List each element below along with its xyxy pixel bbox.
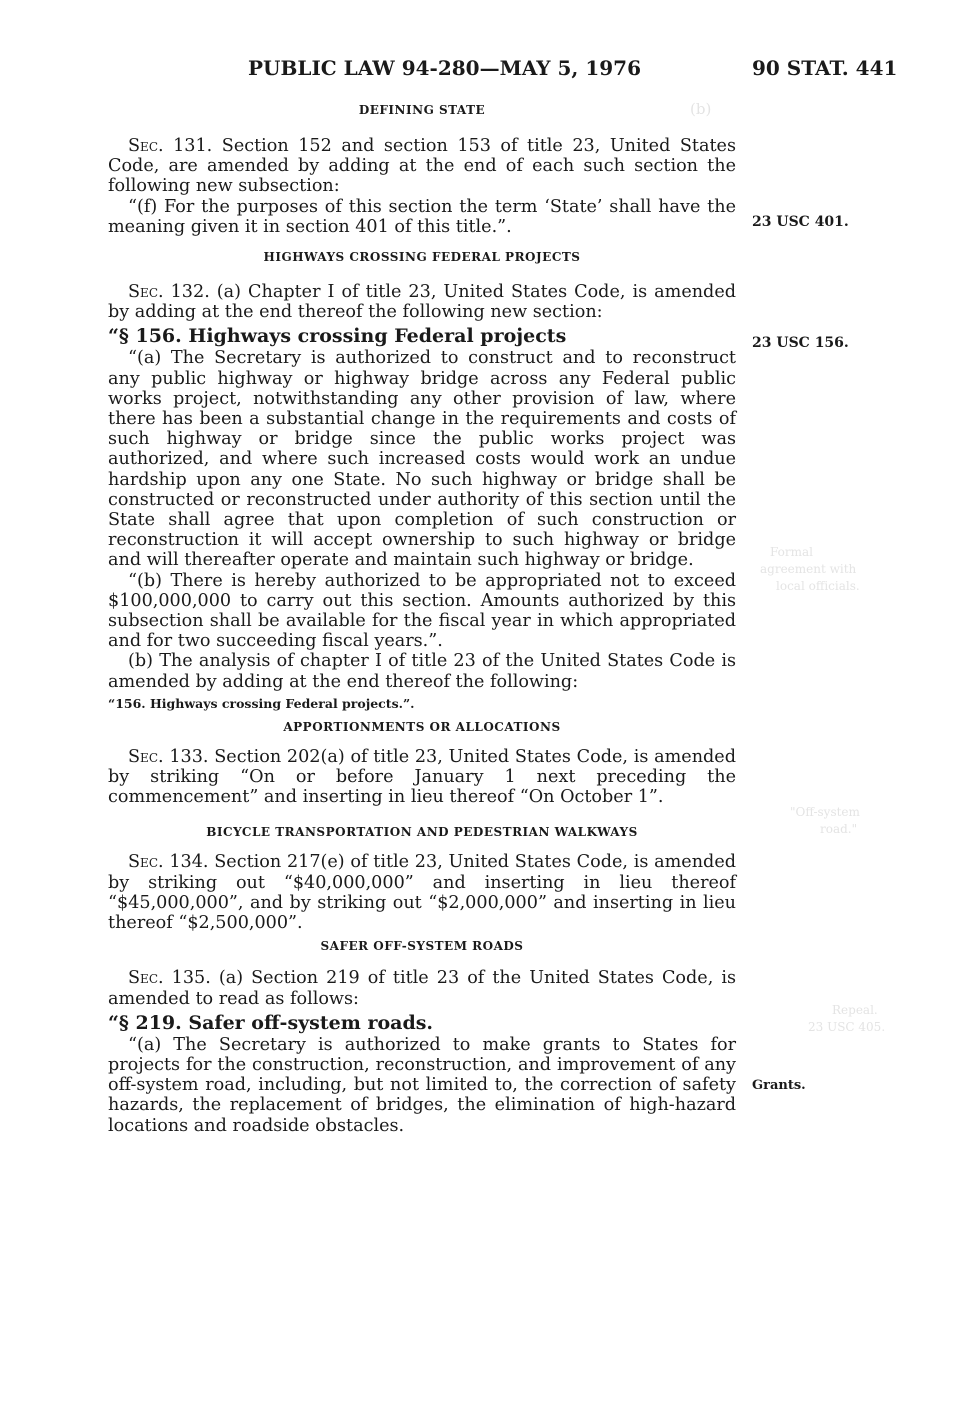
section-132-paragraph [108,282,736,322]
sec-label: Sec [128,136,158,156]
margin-citation-usc401: 23 USC 401. [752,214,849,230]
section-134-paragraph [108,852,736,933]
section-135-paragraph [108,968,736,1008]
section-131-subsection-f: “(f) For the purposes of this section the term ‘State’ shall have the meaning given it in section 401 of this title.”. [108,196,736,237]
section-132-subsection-b: (b) The analysis of chapter I of title 23 of the United States Code is amended by adding at the end thereof the following: [108,651,736,692]
section-133-text: . 133. Section 202(a) of title 23, United States Code, is amended by striking “On or before January 1 next preceding the commencement” and inserting in lieu thereof “On October 1”. [108,746,736,808]
margin-note-grants: Grants. [752,1078,806,1093]
document-page: (b) Formal agreement with local officials. "Off-system road." Repeal. 23 USC 405. PUBLIC LAW 94-280—MAY 5, 1976 90 STAT. 441 23 USC 401. 23 USC 156. Grants. DEFINING STATE Sec. 131. Section 152 and section 153 of title 23, United States Code, are amended by adding at the end of each such section the following new subsection: “(f) For the purposes of this section the term ‘State’ shall have the meaning given it in section 401 of this title.”. HIGHWAYS CROSSING FEDERAL PROJECTS Sec. 132. (a) Chapter I of title 23, United States Code, is amended by adding at the end thereof the following new section: “§ 156. Highways crossing Federal projects “(a) The Secretary is authorized to construct and to reconstruct any public highway or highway bridge across any Federal public works project, notwithstanding any other provision of law, where there has been a substantial change in the requirements and costs of such highway or bridge since the public works project was authorized, and where such increased costs would work an undue hardship upon any one State. No such highway or bridge shall be constructed or reconstructed under authority of this section until the State shall agree that upon completion of such construction or reconstruction it will accept ownership to such highway or bridge and will thereafter operate and maintain such highway or bridge. “(b) There is hereby authorized to be appropriated not to exceed $100,000,000 to carry out this section. Amounts authorized by this subsection shall be available for the fiscal year in which appropriated and for two succeeding fiscal years.”. (b) The analysis of chapter I of title 23 of the United States Code is amended by adding at the end thereof the following: “156. Highways crossing Federal projects.”. APPORTIONMENTS OR ALLOCATIONS Sec. 133. Section 202(a) of title 23, United States Code, is amended by striking “On or before January 1 next preceding the commencement” and inserting in lieu thereof “On October 1”. BICYCLE TRANSPORTATION AND PEDESTRIAN WALKWAYS Sec. 134. Section 217(e) of title 23, United States Code, is amended by striking out “$40,000,000” and inserting in lieu thereof “$45,000,000”, and by striking out “$2,000,000” and inserting in lieu thereof “$2,500,000”. SAFER OFF-SYSTEM ROADS Sec. 135. (a) Section 219 of title 23 of the United States Code, is amended to read as follows: “§ 219. Safer off-system roads. “(a) The Secretary is authorized to make grants to States for projects for the construction, reconstruction, and improvement of any off-system road, including, but not limited to, the correction of safety hazards, the replacement of bridges, the elimination of high-hazard locations and roadside obstacles. [108,56,898,1136]
section-156-title: “§ 156. Highways crossing Federal projects [108,325,567,348]
margin-citation-usc156: 23 USC 156. [752,335,849,351]
section-heading-apportionments: APPORTIONMENTS OR ALLOCATIONS [283,719,561,734]
section-heading-defining-state: DEFINING STATE [358,103,486,117]
section-heading-highways-crossing: HIGHWAYS CROSSING FEDERAL PROJECTS [263,250,581,265]
section-156-subsection-b: “(b) There is hereby authorized to be appropriated not to exceed $100,000,000 to carry out this section. Amounts authorized by this subsection shall be available for the fiscal year in which appropriated and for two succeeding fiscal years.”. [108,570,736,652]
chapter-analysis-entry: “156. Highways crossing Federal projects.”. [108,695,415,711]
section-heading-bicycle-transportation: BICYCLE TRANSPORTATION AND PEDESTRIAN WALKWAYS [206,825,638,840]
body-text-column [108,100,736,1136]
section-131-paragraph [108,136,736,197]
section-131-text: . 131. Section 152 and section 153 of title 23, United States Code, are amended by adding at the end of each such section the following new subsection: [108,136,736,197]
section-156-subsection-a: “(a) The Secretary is authorized to construct and to reconstruct any public highway or highway bridge across any Federal public works project, notwithstanding any other provision of law, where there has been a substantial change in the requirements and costs of such highway or bridge since the public works project was authorized, and where such increased costs would work an undue hardship upon any one State. No such highway or bridge shall be constructed or reconstructed under authority of this section until the State shall agree that upon completion of such construction or reconstruction it will accept ownership to such highway or bridge and will thereafter operate and maintain such highway or bridge. [108,348,736,571]
sec-label: Sec [128,746,158,767]
section-219-subsection-a: “(a) The Secretary is authorized to make grants to States for projects for the construction, reconstruction, and improvement of any off-system road, including, but not limited to, the correction of safety hazards, the replacement of bridges, the elimination of high-hazard locations and roadside obstacles. [108,1034,736,1136]
sec-label: Sec [128,852,158,873]
section-135-text: . 135. (a) Section 219 of title 23 of the United States Code, is amended to read as follows: [108,968,736,1009]
sec-label: Sec [128,282,158,303]
statute-page-number: 90 STAT. 441 [752,56,898,80]
section-219-title: “§ 219. Safer off-system roads. [108,1011,434,1034]
running-header-title: PUBLIC LAW 94-280—MAY 5, 1976 [248,56,641,80]
section-132-text: . 132. (a) Chapter I of title 23, United States Code, is amended by adding at the end thereof the following new section: [108,282,736,323]
section-134-text: . 134. Section 217(e) of title 23, United States Code, is amended by striking out “$40,000,000” and inserting in lieu thereof “$45,000,000”, and by striking out “$2,000,000” and inserting in lieu thereof “$2,500,000”. [108,852,736,934]
section-heading-safer-off-system-roads: SAFER OFF-SYSTEM ROADS [320,939,524,954]
section-133-paragraph [108,747,736,808]
sec-label: Sec [128,968,158,989]
